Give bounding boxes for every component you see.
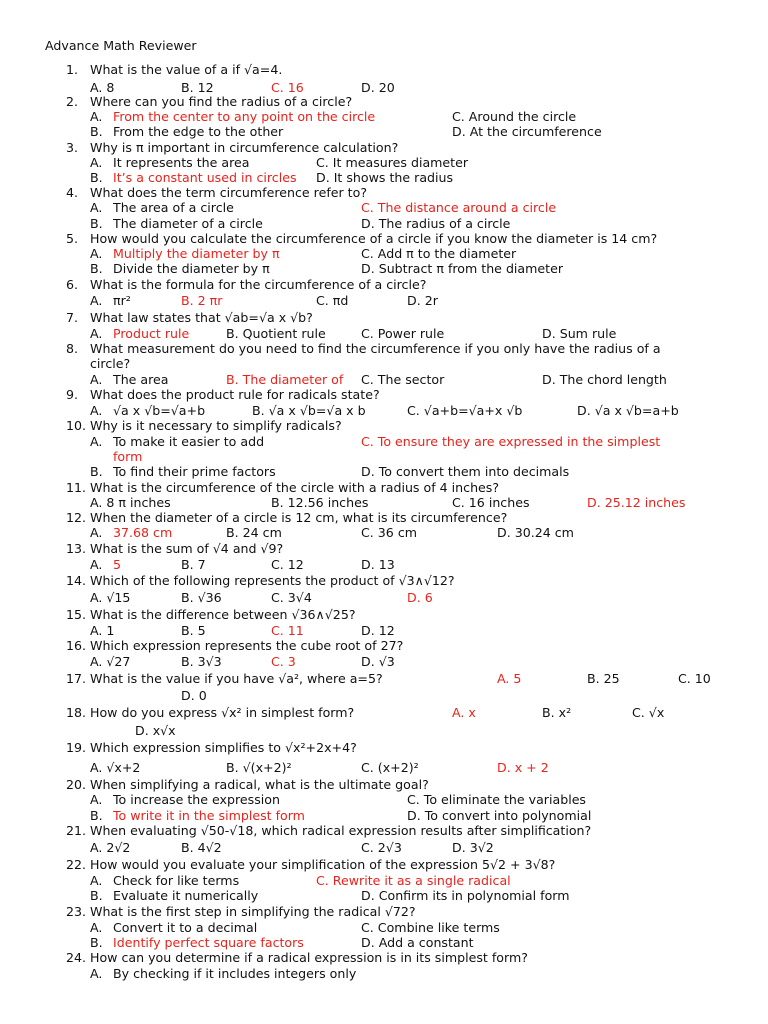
answer-option: D. It shows the radius <box>316 170 454 185</box>
question-number: 23. <box>66 904 87 919</box>
answer-option: To write it in the simplest form <box>113 808 305 823</box>
answer-option: D. The radius of a circle <box>361 216 511 231</box>
answer-option: A. <box>90 434 103 449</box>
answer-option: D. 0 <box>181 688 207 703</box>
answer-option: B. 4√2 <box>181 840 222 855</box>
answer-option: C. 16 <box>271 80 304 95</box>
answer-option: C. √x <box>632 705 665 720</box>
answer-option: A. <box>90 557 103 572</box>
question-text: What is the value if you have √a², where a=5? <box>90 671 383 686</box>
answer-option: A. 5 <box>497 671 522 686</box>
answer-option: C. 10 <box>678 671 711 686</box>
answer-option: form <box>113 449 143 464</box>
answer-option: A. <box>90 525 103 540</box>
question-number: 9. <box>66 387 79 402</box>
answer-option: A. <box>90 293 103 308</box>
question-number: 16. <box>66 638 87 653</box>
question-text: What is the formula for the circumference of a circle? <box>90 277 427 292</box>
answer-option: B. Quotient rule <box>226 326 326 341</box>
question-number: 5. <box>66 231 79 246</box>
question-number: 18. <box>66 705 87 720</box>
question-number: 13. <box>66 541 87 556</box>
answer-option: From the center to any point on the circle <box>113 109 376 124</box>
answer-option: B. √(x+2)² <box>226 760 292 775</box>
answer-option: C. Around the circle <box>452 109 577 124</box>
answer-option: D. x√x <box>135 723 176 738</box>
question-text: When the diameter of a circle is 12 cm, what is its circumference? <box>90 510 508 525</box>
question-text: Which expression simplifies to √x²+2x+4? <box>90 740 357 755</box>
answer-option: B. <box>90 935 103 950</box>
question-number: 22. <box>66 857 87 872</box>
question-number: 2. <box>66 94 79 109</box>
answer-option: B. <box>90 888 103 903</box>
answer-option: B. x² <box>542 705 572 720</box>
question-number: 12. <box>66 510 87 525</box>
question-text: What is the first step in simplifying the radical √72? <box>90 904 416 919</box>
answer-option: A. x <box>452 705 476 720</box>
answer-option: It’s a constant used in circles <box>113 170 297 185</box>
answer-option: A. <box>90 966 103 981</box>
answer-option: Identify perfect square factors <box>113 935 304 950</box>
answer-option: A. <box>90 109 103 124</box>
question-number: 1. <box>66 62 79 77</box>
answer-option: D. Confirm its in polynomial form <box>361 888 570 903</box>
question-number: 11. <box>66 480 87 495</box>
answer-option: B. 12.56 inches <box>271 495 369 510</box>
answer-option: It represents the area <box>113 155 250 170</box>
answer-option: Check for like terms <box>113 873 240 888</box>
answer-option: C. To eliminate the variables <box>407 792 586 807</box>
answer-option: A. <box>90 200 103 215</box>
answer-option: D. 20 <box>361 80 395 95</box>
answer-option: C. √a+b=√a+x √b <box>407 403 523 418</box>
question-text: What is the difference between √36∧√25? <box>90 607 356 622</box>
answer-option: C. Combine like terms <box>361 920 500 935</box>
answer-option: C. 3 <box>271 654 296 669</box>
question-text: Why is it necessary to simplify radicals? <box>90 418 342 433</box>
answer-option: B. 2 πr <box>181 293 223 308</box>
answer-option: A. <box>90 246 103 261</box>
question-text: How can you determine if a radical expression is in its simplest form? <box>90 950 528 965</box>
answer-option: D. 6 <box>407 590 433 605</box>
answer-option: C. The distance around a circle <box>361 200 557 215</box>
answer-option: A. √x+2 <box>90 760 141 775</box>
question-text: Where can you find the radius of a circle? <box>90 94 353 109</box>
answer-option: C. 36 cm <box>361 525 418 540</box>
answer-option: 37.68 cm <box>113 525 173 540</box>
answer-option: A. 8 π inches <box>90 495 171 510</box>
question-text: What is the circumference of the circle with a radius of 4 inches? <box>90 480 500 495</box>
answer-option: D. To convert into polynomial <box>407 808 592 823</box>
answer-option: √a x √b=√a+b <box>113 403 206 418</box>
answer-option: Product rule <box>113 326 190 341</box>
answer-option: D. 2r <box>407 293 438 308</box>
answer-option: A. √27 <box>90 654 131 669</box>
question-text: When evaluating √50-√18, which radical expression results after simplification? <box>90 823 592 838</box>
question-text: What is the value of a if √a=4. <box>90 62 283 77</box>
answer-option: Evaluate it numerically <box>113 888 259 903</box>
answer-option: A. <box>90 155 103 170</box>
answer-option: A. <box>90 326 103 341</box>
question-text: Which expression represents the cube root of 27? <box>90 638 404 653</box>
answer-option: B. <box>90 170 103 185</box>
answer-option: C. 2√3 <box>361 840 402 855</box>
answer-option: C. To ensure they are expressed in the simplest <box>361 434 661 449</box>
answer-option: To make it easier to add <box>113 434 265 449</box>
answer-option: A. <box>90 873 103 888</box>
answer-option: D. Sum rule <box>542 326 617 341</box>
answer-option: Divide the diameter by π <box>113 261 270 276</box>
answer-option: B. 3√3 <box>181 654 222 669</box>
question-text: What law states that √ab=√a x √b? <box>90 310 313 325</box>
answer-option: Convert it to a decimal <box>113 920 258 935</box>
question-text: What measurement do you need to find the circumference if you only have the radius of a <box>90 341 661 356</box>
question-number: 15. <box>66 607 87 622</box>
answer-option: D. √a x √b=a+b <box>577 403 679 418</box>
answer-option: D. √3 <box>361 654 395 669</box>
answer-option: The area <box>113 372 169 387</box>
answer-option: The diameter of a circle <box>113 216 263 231</box>
question-number: 21. <box>66 823 87 838</box>
question-number: 6. <box>66 277 79 292</box>
answer-option: A. 2√2 <box>90 840 131 855</box>
answer-option: C. Rewrite it as a single radical <box>316 873 511 888</box>
answer-option: πr² <box>113 293 131 308</box>
answer-option: A. <box>90 403 103 418</box>
answer-option: B. √36 <box>181 590 222 605</box>
answer-option: D. 30.24 cm <box>497 525 574 540</box>
question-text: Which of the following represents the product of √3∧√12? <box>90 573 455 588</box>
question-text: How would you evaluate your simplification of the expression 5√2 + 3√8? <box>90 857 556 872</box>
answer-option: B. <box>90 808 103 823</box>
answer-option: C. Power rule <box>361 326 445 341</box>
answer-option: C. Add π to the diameter <box>361 246 517 261</box>
question-text: How would you calculate the circumference of a circle if you know the diameter is 14 cm? <box>90 231 658 246</box>
question-text: How do you express √x² in simplest form? <box>90 705 355 720</box>
answer-option: C. The sector <box>361 372 445 387</box>
answer-option: B. √a x √b=√a x b <box>252 403 366 418</box>
question-number: 7. <box>66 310 79 325</box>
answer-option: D. 25.12 inches <box>587 495 686 510</box>
question-text: Why is π important in circumference calculation? <box>90 140 399 155</box>
answer-option: B. The diameter of <box>226 372 344 387</box>
answer-option: C. It measures diameter <box>316 155 469 170</box>
question-number: 17. <box>66 671 87 686</box>
answer-option: A. 8 <box>90 80 115 95</box>
answer-option: D. 12 <box>361 623 395 638</box>
answer-option: B. <box>90 261 103 276</box>
answer-option: A. 1 <box>90 623 115 638</box>
answer-option: D. x + 2 <box>497 760 549 775</box>
question-number: 10. <box>66 418 87 433</box>
answer-option: D. The chord length <box>542 372 667 387</box>
answer-option: C. 16 inches <box>452 495 530 510</box>
answer-option: B. 7 <box>181 557 206 572</box>
question-text: What does the term circumference refer to? <box>90 185 368 200</box>
answer-option: Multiply the diameter by π <box>113 246 280 261</box>
answer-option: D. At the circumference <box>452 124 602 139</box>
answer-option: From the edge to the other <box>113 124 284 139</box>
question-number: 8. <box>66 341 79 356</box>
question-number: 3. <box>66 140 79 155</box>
answer-option: B. 25 <box>587 671 620 686</box>
question-text: What is the sum of √4 and √9? <box>90 541 284 556</box>
answer-option: C. 12 <box>271 557 304 572</box>
question-number: 20. <box>66 777 87 792</box>
document-title: Advance Math Reviewer <box>45 38 197 53</box>
answer-option: B. 5 <box>181 623 206 638</box>
answer-option: D. 13 <box>361 557 395 572</box>
question-number: 4. <box>66 185 79 200</box>
answer-option: C. 11 <box>271 623 304 638</box>
question-number: 14. <box>66 573 87 588</box>
answer-option: D. Subtract π from the diameter <box>361 261 564 276</box>
question-number: 24. <box>66 950 87 965</box>
answer-option: D. Add a constant <box>361 935 474 950</box>
answer-option: B. 12 <box>181 80 214 95</box>
answer-option: 5 <box>113 557 122 572</box>
answer-option: A. √15 <box>90 590 131 605</box>
answer-option: D. To convert them into decimals <box>361 464 570 479</box>
answer-option: C. πd <box>316 293 349 308</box>
answer-option: A. <box>90 920 103 935</box>
answer-option: B. <box>90 124 103 139</box>
answer-option: By checking if it includes integers only <box>113 966 357 981</box>
question-number: 19. <box>66 740 87 755</box>
answer-option: B. <box>90 216 103 231</box>
question-text-continued: circle? <box>90 356 131 371</box>
answer-option: The area of a circle <box>113 200 234 215</box>
answer-option: C. 3√4 <box>271 590 312 605</box>
answer-option: A. <box>90 372 103 387</box>
answer-option: B. 24 cm <box>226 525 282 540</box>
answer-option: B. <box>90 464 103 479</box>
answer-option: A. <box>90 792 103 807</box>
answer-option: D. 3√2 <box>452 840 494 855</box>
answer-option: C. (x+2)² <box>361 760 419 775</box>
question-text: When simplifying a radical, what is the ultimate goal? <box>90 777 429 792</box>
answer-option: To increase the expression <box>113 792 280 807</box>
question-text: What does the product rule for radicals state? <box>90 387 380 402</box>
answer-option: To find their prime factors <box>113 464 276 479</box>
